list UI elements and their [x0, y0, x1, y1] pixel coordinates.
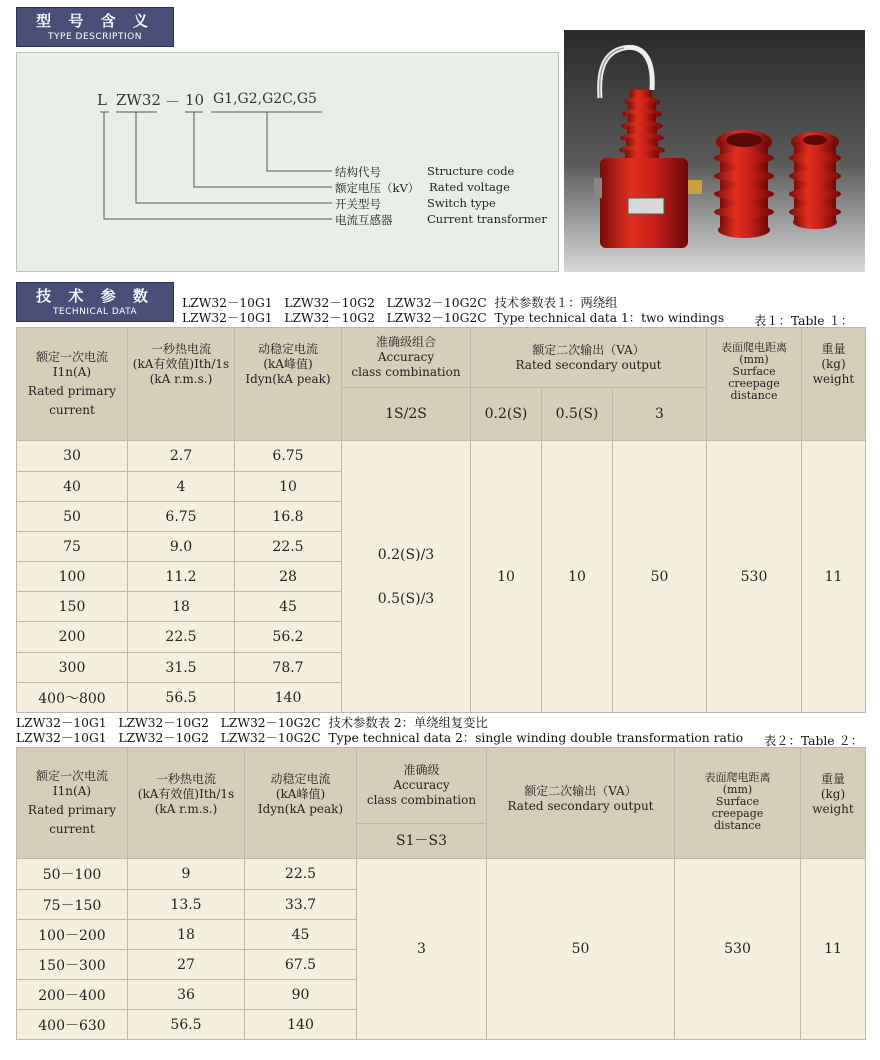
- t1-cell: 30: [17, 441, 128, 472]
- t1-cell: 6.75: [128, 502, 235, 532]
- model-structure: G1,G2,G2C,G5: [213, 91, 317, 107]
- t1-cell: 50: [17, 502, 128, 532]
- table1-label: 表１：Table １：: [754, 314, 854, 328]
- table1-caption-cn: LZW32－10G1 LZW32－10G2 LZW32－10G2C 技术参数表１：两绕组: [182, 296, 618, 310]
- t1-05s-merged: 10: [542, 441, 613, 713]
- t1-cell: 6.75: [235, 441, 342, 472]
- model-voltage: 10: [185, 91, 205, 109]
- t1-cell: 10: [235, 472, 342, 502]
- t2-cell: 13.5: [128, 890, 245, 920]
- t1-cell: 4: [128, 472, 235, 502]
- t1-header-dynamic: 动稳定电流 (kA峰值) Idyn(kA peak): [235, 328, 342, 441]
- t2-accuracy-merged: 3: [357, 859, 487, 1040]
- t2-cell: 22.5: [245, 859, 357, 890]
- type-designation-diagram: [16, 52, 559, 272]
- t2-cell: 140: [245, 1010, 357, 1040]
- t1-header-secondary: 额定二次输出（VA） Rated secondary output: [471, 328, 707, 388]
- t1-weight-merged: 11: [802, 441, 866, 713]
- t1-cell: 45: [235, 592, 342, 622]
- t2-cell: 90: [245, 980, 357, 1010]
- technical-data-subtitle: TECHNICAL DATA: [52, 307, 138, 317]
- t1-cell: 40: [17, 472, 128, 502]
- t2-header-primary: 额定一次电流 I1n(A) Rated primary current: [17, 748, 128, 859]
- t1-cell: 22.5: [235, 532, 342, 562]
- t2-cell: 50－100: [17, 859, 128, 890]
- t1-sub-3: 3: [613, 388, 707, 441]
- t2-cell: 27: [128, 950, 245, 980]
- t1-header-primary: 额定一次电流 I1n(A) Rated primary current: [17, 328, 128, 441]
- legend-switch-cn: 开关型号: [335, 197, 381, 211]
- table2-label: 表２：Table ２：: [764, 734, 864, 748]
- t1-cell: 300: [17, 653, 128, 683]
- t2-cell: 400－630: [17, 1010, 128, 1040]
- t1-3-merged: 50: [613, 441, 707, 713]
- t1-02s-merged: 10: [471, 441, 542, 713]
- t1-cell: 18: [128, 592, 235, 622]
- legend-voltage-en: Rated voltage: [429, 180, 510, 194]
- t1-creepage-merged: 530: [707, 441, 802, 713]
- t2-header-creepage: 表面爬电距离 (mm) Surface creepage distance: [675, 748, 801, 859]
- t1-sub-1s2s: 1S/2S: [342, 388, 471, 441]
- t1-header-weight: 重量 (kg) weight: [802, 328, 866, 441]
- model-letter-l: L: [97, 91, 107, 109]
- table2-caption-en: LZW32－10G1 LZW32－10G2 LZW32－10G2C Type technical data 2：single winding double transformation ratio: [16, 731, 744, 745]
- t2-header-accuracy: 准确级 Accuracy class combination: [357, 748, 487, 824]
- table-row: [17, 859, 866, 890]
- t2-cell: 75－150: [17, 890, 128, 920]
- legend-structure-en: Structure code: [427, 164, 515, 178]
- t1-cell: 9.0: [128, 532, 235, 562]
- t1-cell: 200: [17, 622, 128, 653]
- table-row: [17, 441, 866, 472]
- t1-sub-05s: 0.5(S): [542, 388, 613, 441]
- legend-ct-en: Current transformer: [427, 212, 547, 226]
- t2-weight-merged: 11: [801, 859, 866, 1040]
- t2-cell: 56.5: [128, 1010, 245, 1040]
- t1-cell: 28: [235, 562, 342, 592]
- t1-cell: 16.8: [235, 502, 342, 532]
- t2-cell: 67.5: [245, 950, 357, 980]
- t1-cell: 100: [17, 562, 128, 592]
- t1-cell: 78.7: [235, 653, 342, 683]
- technical-data-title: 技 术 参 数: [36, 287, 154, 305]
- t2-header-dynamic: 动稳定电流 (kA峰值) Idyn(kA peak): [245, 748, 357, 859]
- t1-cell: 22.5: [128, 622, 235, 653]
- t1-header-accuracy: 准确级组合 Accuracy class combination: [342, 328, 471, 388]
- type-description-subtitle: TYPE DESCRIPTION: [48, 32, 142, 42]
- t1-cell: 11.2: [128, 562, 235, 592]
- t2-cell: 36: [128, 980, 245, 1010]
- model-series: ZW32: [116, 91, 161, 109]
- t2-cell: 9: [128, 859, 245, 890]
- t2-header-thermal: 一秒热电流 (kA有效值)Ith/1s (kA r.m.s.): [128, 748, 245, 859]
- t1-cell: 75: [17, 532, 128, 562]
- t2-header-secondary: 额定二次输出（VA） Rated secondary output: [487, 748, 675, 859]
- t1-cell: 400～800: [17, 683, 128, 713]
- legend-structure-cn: 结构代号: [335, 165, 381, 179]
- t2-cell: 33.7: [245, 890, 357, 920]
- t2-cell: 200－400: [17, 980, 128, 1010]
- designation-leader-lines: [17, 53, 560, 273]
- t2-cell: 45: [245, 920, 357, 950]
- model-dash: －: [165, 93, 181, 111]
- t1-accuracy-merged: 0.2(S)/3 0.5(S)/3: [342, 441, 471, 713]
- t2-cell: 100－200: [17, 920, 128, 950]
- t1-header-thermal: 一秒热电流 (kA有效值)Ith/1s (kA r.m.s.): [128, 328, 235, 441]
- type-description-header: [16, 7, 174, 47]
- technical-table-2: [16, 747, 866, 1040]
- t2-sub-s1s3: S1－S3: [357, 824, 487, 859]
- product-photo: [564, 30, 865, 272]
- table2-caption-cn: LZW32－10G1 LZW32－10G2 LZW32－10G2C 技术参数表 2：单绕组复变比: [16, 716, 488, 730]
- t1-cell: 56.2: [235, 622, 342, 653]
- technical-table-1: [16, 327, 866, 713]
- t1-sub-02s: 0.2(S): [471, 388, 542, 441]
- legend-switch-en: Switch type: [427, 196, 496, 210]
- t1-cell: 56.5: [128, 683, 235, 713]
- t1-cell: 140: [235, 683, 342, 713]
- t2-creepage-merged: 530: [675, 859, 801, 1040]
- t1-cell: 31.5: [128, 653, 235, 683]
- legend-voltage-cn: 额定电压（kV）: [335, 181, 420, 195]
- t1-header-creepage: 表面爬电距离 (mm) Surface creepage distance: [707, 328, 802, 441]
- type-description-title: 型 号 含 义: [36, 12, 154, 30]
- t2-cell: 18: [128, 920, 245, 950]
- legend-ct-cn: 电流互感器: [335, 213, 393, 227]
- t2-header-weight: 重量 (kg) weight: [801, 748, 866, 859]
- t2-secondary-merged: 50: [487, 859, 675, 1040]
- technical-data-header: [16, 282, 174, 322]
- table1-caption-en: LZW32－10G1 LZW32－10G2 LZW32－10G2C Type technical data 1：two windings: [182, 311, 725, 325]
- t1-cell: 150: [17, 592, 128, 622]
- t1-cell: 2.7: [128, 441, 235, 472]
- t2-cell: 150－300: [17, 950, 128, 980]
